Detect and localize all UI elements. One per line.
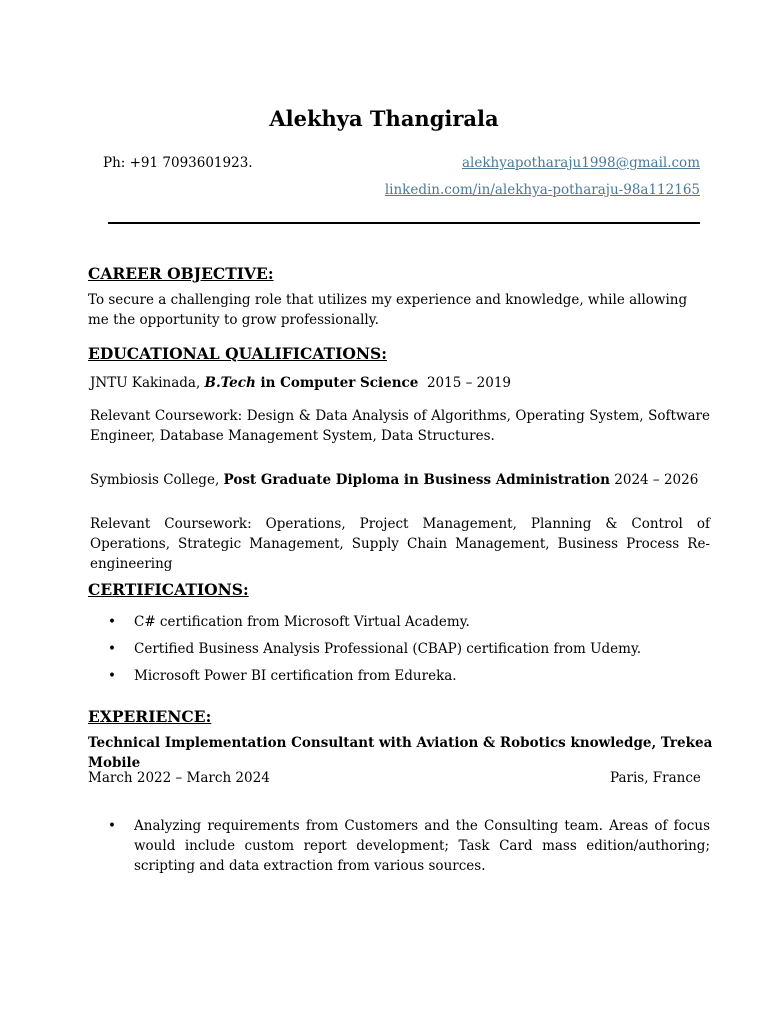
education-degree-prefix: B.Tech <box>204 375 256 391</box>
education-entry-2 <box>90 470 698 490</box>
education-school: JNTU Kakinada, <box>90 375 205 391</box>
linkedin-link[interactable]: linkedin.com/in/alekhya-potharaju-98a112165 <box>384 182 700 198</box>
list-item: • Microsoft Power BI certification from Edureka. <box>88 666 708 686</box>
education-coursework-2: Relevant Coursework: Operations, Project Management, Planning & Control of Operations, Strategic Management, Supply Chain Management, Business Process Re-engineering <box>90 516 710 572</box>
header-divider <box>108 222 700 224</box>
list-item: • Analyzing requirements from Customers and the Consulting team. Areas of focus would include custom report development; Task Card mass edition/authoring; scripting and data extraction from various sources. <box>88 816 710 876</box>
certifications-heading: CERTIFICATIONS: <box>88 580 249 599</box>
experience-location: Paris, France <box>610 770 701 786</box>
list-item: • C# certification from Microsoft Virtual Academy. <box>88 612 708 632</box>
list-item: • Certified Business Analysis Professional (CBAP) certification from Udemy. <box>88 639 708 659</box>
career-objective-heading: CAREER OBJECTIVE: <box>88 264 274 283</box>
education-entry-1 <box>90 373 511 393</box>
candidate-name: Alekhya Thangirala <box>269 106 499 131</box>
career-objective-text: To secure a challenging role that utilizes my experience and knowledge, while allowing me the opportunity to grow professionally. <box>88 292 688 328</box>
education-school: Symbiosis College, <box>90 472 224 488</box>
education-degree: Post Graduate Diploma in Business Administration <box>223 472 610 488</box>
education-years: 2024 – 2026 <box>609 472 699 488</box>
certifications-list <box>88 612 708 686</box>
education-years: 2015 – 2019 <box>418 375 512 391</box>
experience-bullets <box>88 816 710 876</box>
education-heading: EDUCATIONAL QUALIFICATIONS: <box>88 344 387 363</box>
education-coursework-1: Relevant Coursework: Design & Data Analysis of Algorithms, Operating System, Software Engineer, Database Management System, Data Structures. <box>90 408 710 444</box>
experience-title: Technical Implementation Consultant with Aviation & Robotics knowledge, Trekea Mobile <box>88 735 713 771</box>
experience-heading: EXPERIENCE: <box>88 707 212 726</box>
experience-dates: March 2022 – March 2024 <box>88 770 270 786</box>
phone-number: Ph: +91 7093601923. <box>103 155 253 171</box>
email-link[interactable]: alekhyapotharaju1998@gmail.com <box>462 155 700 171</box>
education-degree: in Computer Science <box>255 375 419 391</box>
